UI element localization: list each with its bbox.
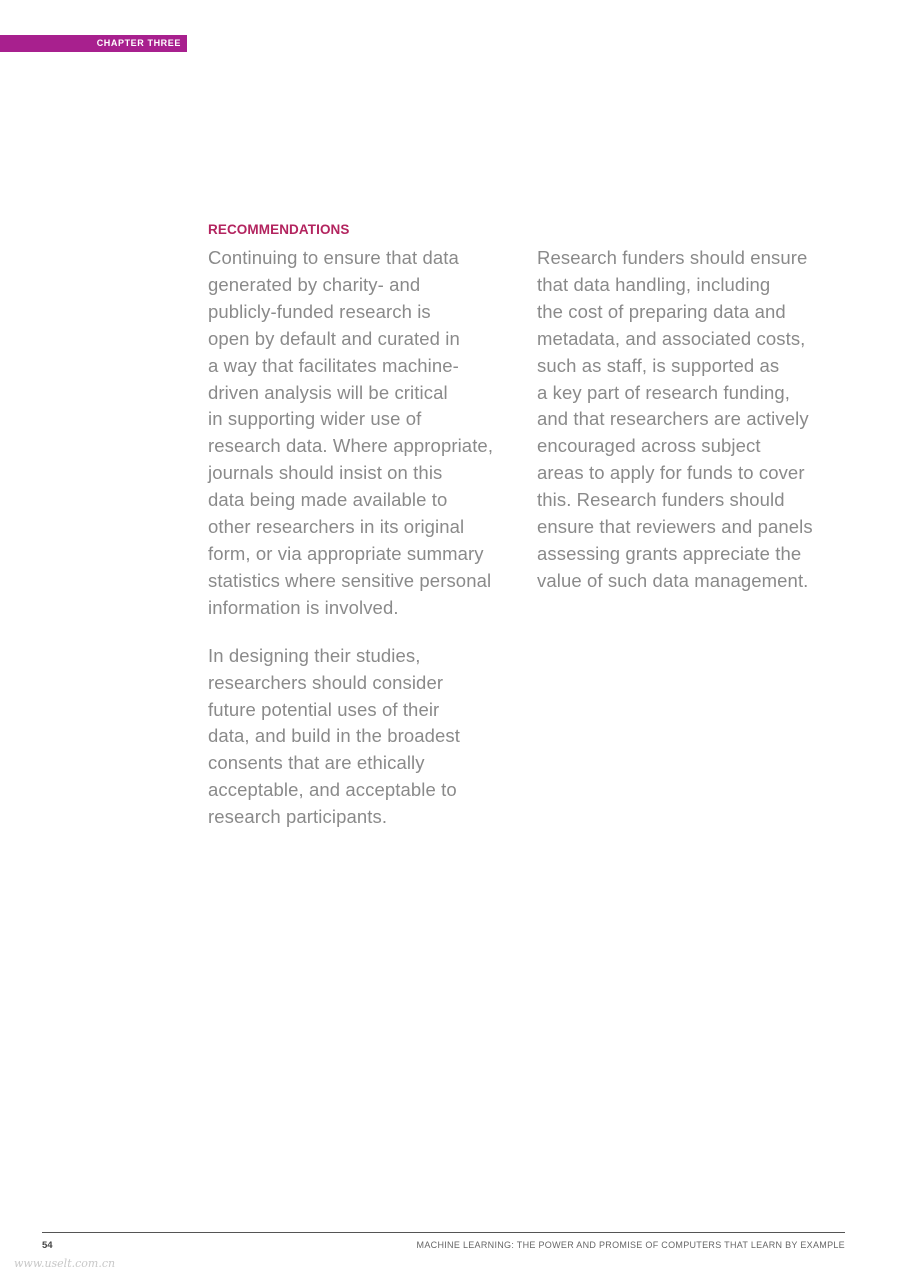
text-line: journals should insist on this xyxy=(208,462,443,484)
right-column xyxy=(537,245,857,616)
text-line: publicly-funded research is xyxy=(208,300,431,322)
text-line: metadata, and associated costs, xyxy=(537,327,806,349)
text-line: future potential uses of their xyxy=(208,698,440,720)
text-line: statistics where sensitive personal xyxy=(208,569,492,591)
text-line: research data. Where appropriate, xyxy=(208,435,494,457)
text-line: Research funders should ensure xyxy=(537,247,808,268)
text-line: researchers should consider xyxy=(208,671,444,693)
text-line: driven analysis will be critical xyxy=(208,381,448,403)
text-line: this. Research funders should xyxy=(537,489,785,511)
text-line: data, and build in the broadest xyxy=(208,725,461,747)
text-line: research participants. xyxy=(208,806,388,828)
publication-title: MACHINE LEARNING: THE POWER AND PROMISE OF COMPUTERS THAT LEARN BY EXAMPLE xyxy=(416,1240,845,1250)
text-line: areas to apply for funds to cover xyxy=(537,462,805,484)
section-heading: RECOMMENDATIONS xyxy=(208,222,350,237)
text-line: such as staff, is supported as xyxy=(537,354,780,376)
text-line: value of such data management. xyxy=(537,569,809,591)
text-line: data being made available to xyxy=(208,489,448,511)
text-line: the cost of preparing data and xyxy=(537,300,786,322)
text-line: other researchers in its original xyxy=(208,516,465,538)
page-number: 54 xyxy=(42,1240,53,1251)
text-line: and that researchers are actively xyxy=(537,408,809,430)
watermark: www.uselt.com.cn xyxy=(14,1257,116,1270)
text-line: form, or via appropriate summary xyxy=(208,542,484,564)
text-line: encouraged across subject xyxy=(537,435,761,457)
left-column xyxy=(208,245,526,852)
right-paragraph-1 xyxy=(537,245,857,595)
text-line: ensure that reviewers and panels xyxy=(537,516,813,538)
left-paragraph-2 xyxy=(208,643,526,831)
text-line: acceptable, and acceptable to xyxy=(208,779,457,801)
text-line: assessing grants appreciate the xyxy=(537,542,802,564)
text-line: information is involved. xyxy=(208,596,399,618)
footer-divider xyxy=(42,1232,845,1233)
text-line: open by default and curated in xyxy=(208,327,460,349)
text-line: a key part of research funding, xyxy=(537,381,790,403)
text-line: a way that facilitates machine- xyxy=(208,354,459,376)
text-line: In designing their studies, xyxy=(208,644,421,666)
text-line: that data handling, including xyxy=(537,273,771,295)
text-line: Continuing to ensure that data xyxy=(208,247,459,268)
left-paragraph-1 xyxy=(208,245,526,622)
text-line: consents that are ethically xyxy=(208,752,425,774)
text-line: generated by charity- and xyxy=(208,273,421,295)
chapter-label: CHAPTER THREE xyxy=(0,35,187,52)
text-line: in supporting wider use of xyxy=(208,408,422,430)
